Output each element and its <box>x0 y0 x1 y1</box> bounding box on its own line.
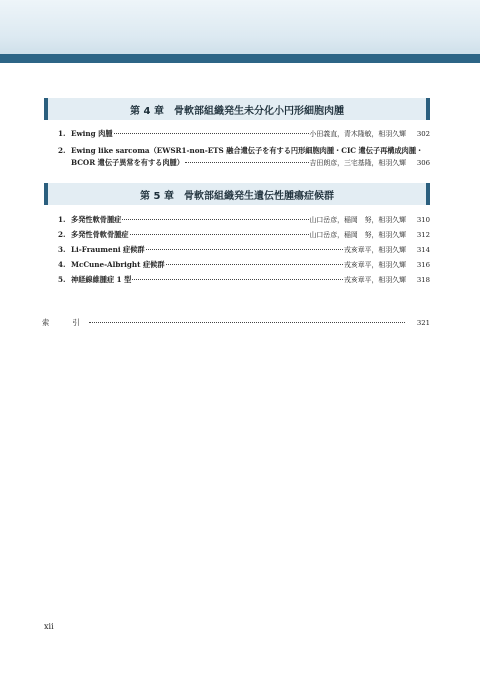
entry-page: 314 <box>416 246 430 254</box>
page-folio: xii <box>44 622 54 631</box>
index-page: 321 <box>416 319 430 327</box>
leader-dots <box>146 249 343 250</box>
entry-authors: 山口岳彦，稲岡 努，相羽久輝 <box>309 216 406 224</box>
toc-entry[interactable] <box>58 145 430 169</box>
chapter-label: 第 5 章 <box>140 190 174 202</box>
entry-page: 302 <box>416 130 430 138</box>
entry-page: 318 <box>416 276 430 284</box>
leader-dots <box>114 133 309 134</box>
entry-number: 2. <box>58 146 66 155</box>
entry-title-line1: Ewing like sarcoma（EWSR1-non-ETS 融合遺伝子を有する円形細胞肉腫・CIC 遺伝子再構成肉腫・ <box>71 146 424 155</box>
toc-entry[interactable] <box>58 259 430 271</box>
index-label: 索 引 <box>42 318 88 327</box>
entry-title: McCune-Albright 症候群 <box>71 260 165 269</box>
entry-page: 312 <box>416 231 430 239</box>
entry-number: 3. <box>58 245 66 254</box>
entry-number: 4. <box>58 260 66 269</box>
entry-title: Li-Fraumeni 症候群 <box>71 245 145 254</box>
entry-number: 5. <box>58 275 66 284</box>
chapter-label: 第 4 章 <box>130 105 164 117</box>
entry-authors: 戎亥章平，相羽久輝 <box>343 246 406 254</box>
leader-dots <box>122 219 308 220</box>
header-stripe <box>0 54 480 63</box>
chapter-title: 骨軟部組織発生未分化小円形細胞肉腫 <box>173 105 344 117</box>
chapter-title: 骨軟部組織発生遺伝性腫瘍症候群 <box>183 190 334 202</box>
toc-entry[interactable] <box>58 244 430 256</box>
index-entry[interactable] <box>42 318 430 328</box>
entry-authors: 戎亥章平，相羽久輝 <box>343 276 406 284</box>
entry-authors: 戎亥章平，相羽久輝 <box>343 261 406 269</box>
entry-authors: 吉田朗彦，三宅基隆，相羽久輝 <box>309 159 406 167</box>
leader-dots <box>130 234 309 235</box>
entry-page: 306 <box>416 159 430 167</box>
entry-authors: 小田義直，青木隆敏，相羽久輝 <box>309 130 406 138</box>
entry-page: 310 <box>416 216 430 224</box>
header-band <box>0 0 480 54</box>
entry-number: 1. <box>58 215 66 224</box>
entry-title-line2: BCOR 遺伝子異常を有する肉腫） <box>71 158 184 167</box>
entry-number: 2. <box>58 230 66 239</box>
leader-dots <box>166 264 343 265</box>
entry-title: 神経線維腫症 1 型 <box>71 275 132 284</box>
leader-dots <box>132 279 343 280</box>
chapter-5-heading <box>44 183 430 205</box>
toc-entry[interactable] <box>58 229 430 241</box>
toc-entry[interactable] <box>58 274 430 286</box>
entry-authors: 山口岳彦，稲岡 努，相羽久輝 <box>309 231 406 239</box>
leader-dots <box>185 162 309 163</box>
entry-page: 316 <box>416 261 430 269</box>
chapter-4-heading <box>44 98 430 120</box>
entry-title: 多発性軟骨腫症 <box>71 215 122 224</box>
toc-entry[interactable] <box>58 214 430 226</box>
leader-dots <box>89 322 405 323</box>
entry-title: 多発性骨軟骨腫症 <box>71 230 129 239</box>
entry-title: Ewing 肉腫 <box>71 129 113 138</box>
entry-number: 1. <box>58 129 66 138</box>
toc-entry[interactable] <box>58 128 430 140</box>
